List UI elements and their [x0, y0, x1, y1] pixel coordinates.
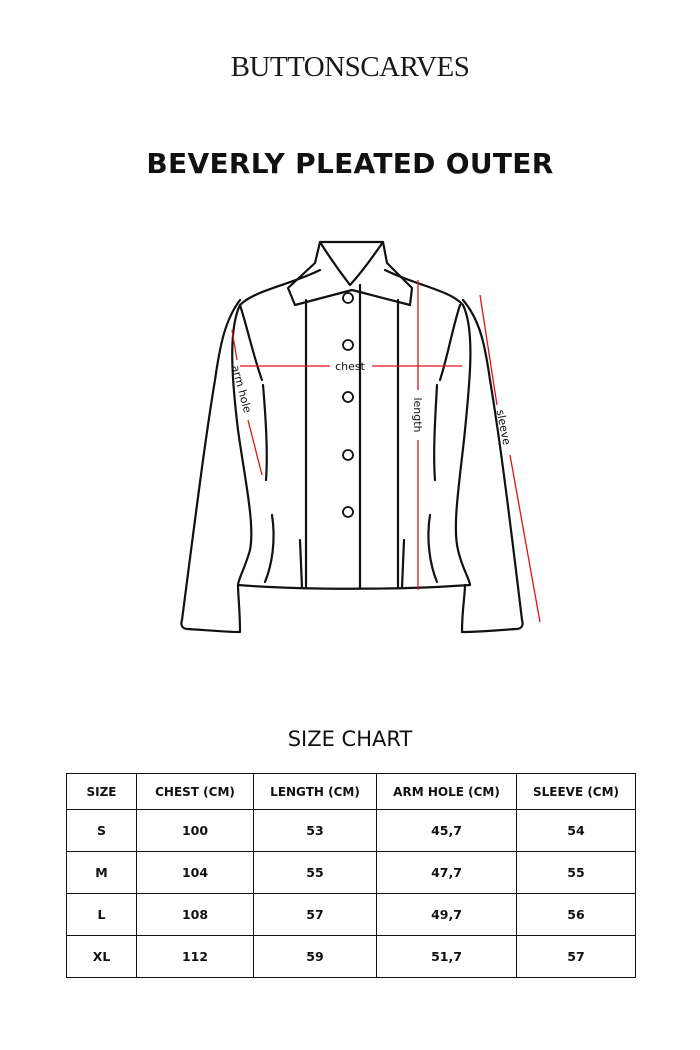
left-pleat [265, 515, 274, 582]
button-3 [343, 392, 353, 402]
table-row [67, 852, 636, 894]
cell-sleeve: 57 [517, 936, 636, 978]
cell-armhole: 49,7 [377, 894, 517, 936]
chest-label: chest [335, 360, 365, 373]
cell-armhole: 45,7 [377, 810, 517, 852]
sleeve-measure-line-top [480, 295, 497, 405]
size-chart-heading: SIZE CHART [287, 727, 413, 751]
cell-armhole: 47,7 [377, 852, 517, 894]
product-title: BEVERLY PLEATED OUTER [146, 147, 554, 180]
armhole-label: arm hole [228, 363, 254, 415]
cell-sleeve: 55 [517, 852, 636, 894]
sleeve-label: sleeve [493, 408, 514, 447]
col-header-size: SIZE [67, 774, 137, 810]
cell-length: 57 [254, 894, 377, 936]
cell-length: 55 [254, 852, 377, 894]
button-1 [343, 293, 353, 303]
button-5 [343, 507, 353, 517]
collar-stand [320, 242, 383, 285]
cell-chest: 100 [137, 810, 254, 852]
left-front-pleat [300, 540, 302, 588]
cell-length: 53 [254, 810, 377, 852]
cell-sleeve: 54 [517, 810, 636, 852]
brand-logo: BUTTONSCARVES [230, 51, 470, 83]
cell-length: 59 [254, 936, 377, 978]
button-4 [343, 450, 353, 460]
col-header-armhole: ARM HOLE (CM) [377, 774, 517, 810]
right-dart-upper [434, 385, 437, 480]
right-front-pleat [402, 540, 404, 588]
length-label: length [411, 397, 424, 433]
cell-chest: 108 [137, 894, 254, 936]
cell-sleeve: 56 [517, 894, 636, 936]
button-2 [343, 340, 353, 350]
cell-chest: 104 [137, 852, 254, 894]
cell-chest: 112 [137, 936, 254, 978]
table-row [67, 810, 636, 852]
right-pleat [428, 515, 437, 582]
cell-size: L [67, 894, 137, 936]
table-row [67, 936, 636, 978]
col-header-chest: CHEST (CM) [137, 774, 254, 810]
col-header-length: LENGTH (CM) [254, 774, 377, 810]
col-header-sleeve: SLEEVE (CM) [517, 774, 636, 810]
armhole-measure-line-bottom [248, 420, 262, 475]
right-armhole-seam [440, 305, 460, 380]
cell-size: M [67, 852, 137, 894]
table-header-row [67, 774, 636, 810]
table-row [67, 894, 636, 936]
size-chart-table [66, 773, 636, 978]
left-dart-upper [263, 385, 267, 480]
cell-size: S [67, 810, 137, 852]
sleeve-measure-line-bottom [510, 455, 540, 622]
cell-armhole: 51,7 [377, 936, 517, 978]
cell-size: XL [67, 936, 137, 978]
